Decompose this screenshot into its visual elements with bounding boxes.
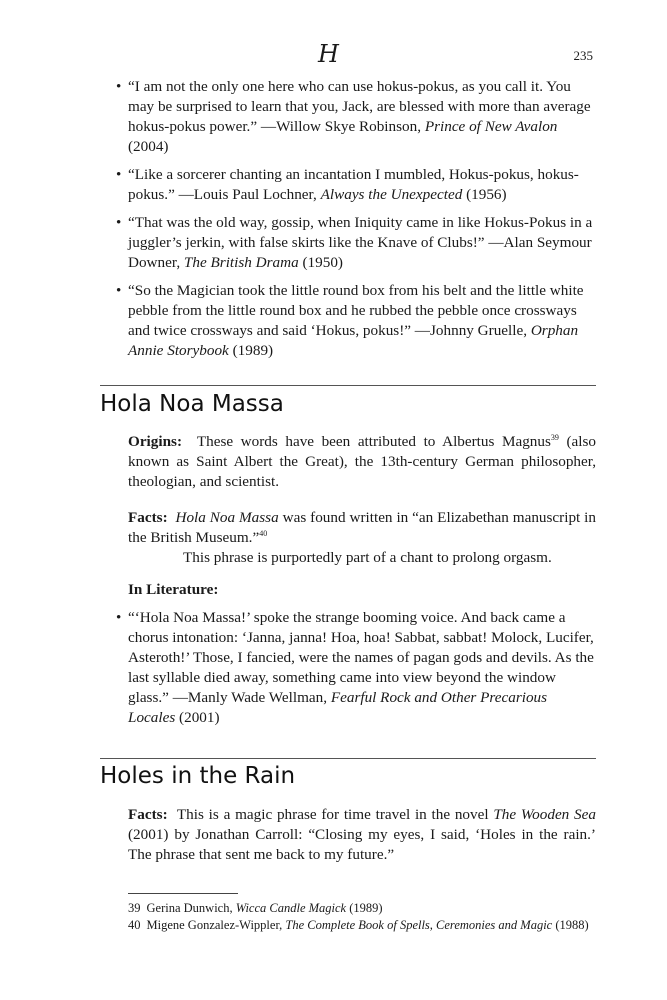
entry-title-hola-noa-massa: Hola Noa Massa [100, 391, 284, 417]
section-divider [100, 758, 596, 759]
section-letter: H [318, 40, 339, 68]
in-literature-label: In Literature: [128, 581, 219, 598]
running-head [0, 40, 667, 68]
footnote-divider [128, 893, 238, 894]
footnote-list [128, 900, 596, 934]
entry-title-holes-in-the-rain: Holes in the Rain [100, 763, 296, 789]
footnote-item: 40 Migene Gonzalez-Wippler, The Complete Book of Spells, Ceremonies and Magic (1988) [128, 918, 589, 932]
quote-item: • “So the Magician took the little round box from his belt and the little white pebble from the little round box and he rubbed the pebble once crossways and twice crossways and said ‘Hokus, pokus!” —Johnny Gruelle, Orphan Annie Storybook (1989) [128, 281, 598, 361]
origins-label: Origins: [128, 433, 183, 450]
facts-paragraph: Facts: Hola Noa Massa was found written in “an Elizabethan manuscript in the British Museum.”$^{40}$ This phrase is purportedly part of a chant to prolong orgasm. [128, 509, 596, 566]
facts-label: Facts: [128, 509, 168, 526]
quote-item: • “That was the old way, gossip, when Iniquity came in like Hokus-Pokus in a juggler’s jerkin, with false skirts like the Knave of Clubs!” —Alan Seymour Downer, The British Drama (1950) [128, 213, 598, 273]
quote-item: • “I am not the only one here who can use hokus-pokus, as you call it. You may be surprised to learn that you, Jack, are blessed with more than average hokus-pokus power.” —Willow Skye Robinson, Prince of New Avalon (2004) [128, 77, 598, 157]
footnote-ref-40: 40 [259, 528, 268, 538]
page-number: 235 [573, 48, 593, 63]
literature-quote-list [128, 608, 598, 736]
section-divider [100, 385, 596, 386]
facts-label: Facts: [128, 806, 168, 823]
footnote-ref-39: 39 [550, 432, 559, 442]
quote-item: • “Like a sorcerer chanting an incantation I mumbled, Hokus-pokus, hokus-pokus.” —Louis Paul Lochner, Always the Unexpected (1956) [128, 165, 598, 205]
origins-paragraph: Origins: These words have been attributed to Albertus Magnus$^{39}$ (also known as Saint Albert the Great), the 13th-century German philosopher, theologian, and scientist. [128, 432, 596, 490]
facts-paragraph: Facts: This is a magic phrase for time travel in the novel The Wooden Sea (2001) by Jonathan Carroll: “Closing my eyes, I said, ‘Holes in the rain.’ The phrase that sent me back to my future.” [128, 806, 596, 863]
quote-list [128, 77, 598, 369]
footnote-item: 39 Gerina Dunwich, Wicca Candle Magick (1989) [128, 901, 383, 915]
quote-item: • “‘Hola Noa Massa!’ spoke the strange booming voice. And back came a chorus intonation: ‘Janna, janna! Hoa, hoa! Sabbat, sabbat! Molock, Lucifer, Asteroth!’ Those, I fancied, were the names of pagan gods and devils. As the last syllable died away, something came into view beyond the window glass.” —Manly Wade Wellman, Fearful Rock and Other Precarious Locales (2001) [128, 608, 598, 728]
